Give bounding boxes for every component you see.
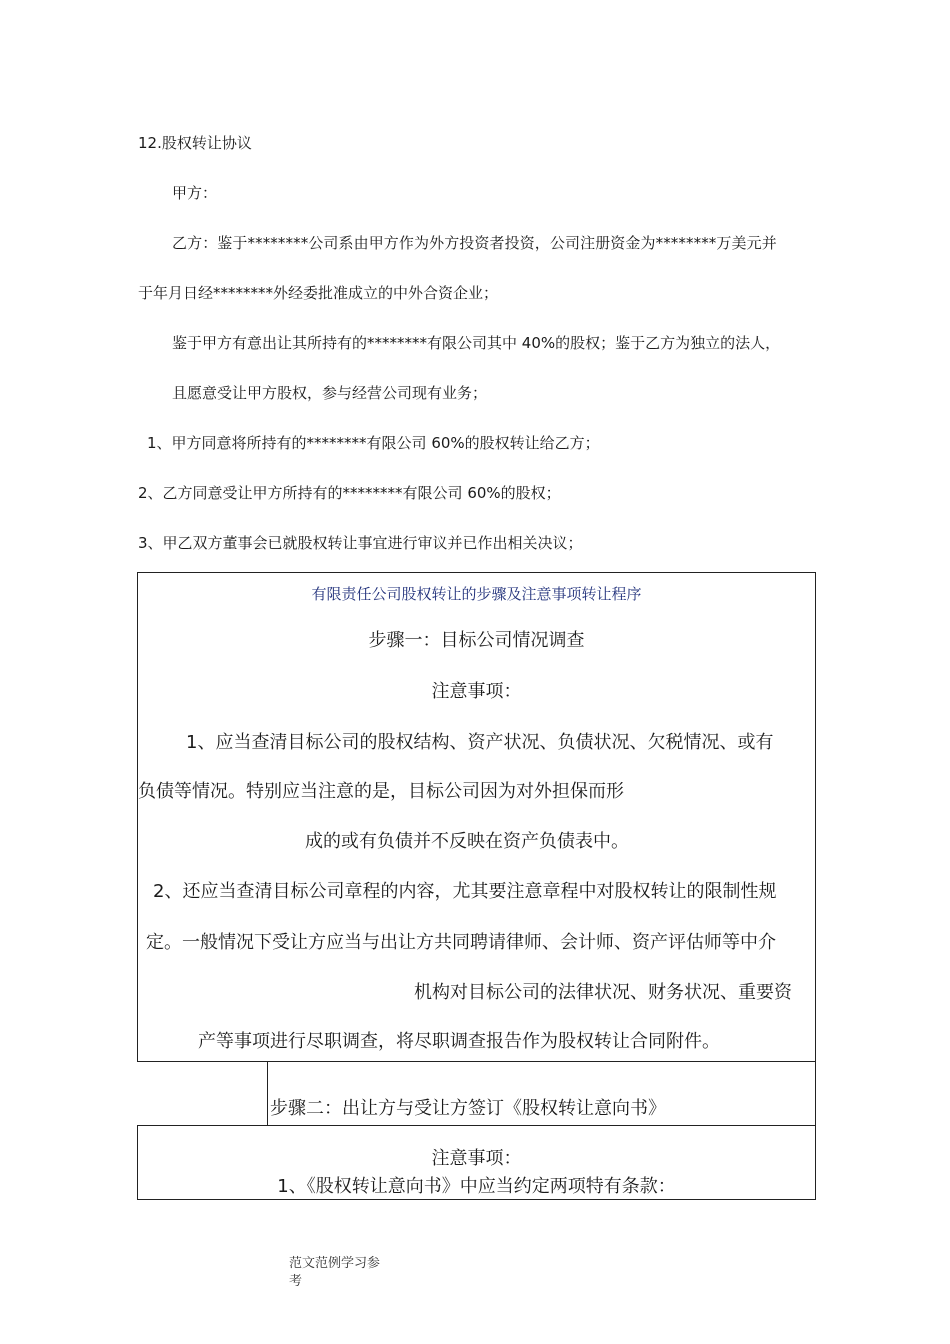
clause-item-1: 1、甲方同意将所持有的********有限公司 60%的股权转让给乙方； [147,434,600,452]
note-2-line-4: 产等事项进行尽职调查，将尽职调查报告作为股权转让合同附件。 [198,1031,720,1052]
note-1-line-3: 成的或有负债并不反映在资产负债表中。 [305,831,629,852]
step-two-row [267,1061,816,1126]
note-1-line-1: 1、应当查清目标公司的股权结构、资产状况、负债状况、欠税情况、或有 [186,732,774,753]
note-1-line-2: 负债等情况。特别应当注意的是，目标公司因为对外担保而形 [138,781,624,802]
note-2-line-1: 2、还应当查清目标公司章程的内容，尤其要注意章程中对股权转让的限制性规 [153,881,777,902]
notes-label: 注意事项： [431,681,522,702]
party-b-paragraph-line2: 于年月日经********外经委批准成立的中外合资企业； [138,284,499,302]
step-two-heading: 步骤二：出让方与受让方签订《股权转让意向书》 [270,1098,666,1119]
clause-item-2: 2、乙方同意受让甲方所持有的********有限公司 60%的股权； [138,484,561,502]
step-one-heading: 步骤一：目标公司情况调查 [368,630,585,651]
whereas-paragraph-line1: 鉴于甲方有意出让其所持有的********有限公司其中 40%的股权；鉴于乙方为独立的法人， [172,334,781,352]
note-2-line-2: 定。一般情况下受让方应当与出让方共同聘请律师、会计师、资产评估师等中介 [146,932,776,953]
procedure-table-title: 有限责任公司股权转让的步骤及注意事项转让程序 [311,585,642,603]
whereas-paragraph-line2: 且愿意受让甲方股权，参与经营公司现有业务； [172,384,488,402]
note-2-line-3: 机构对目标公司的法律状况、财务状况、重要资 [414,982,792,1003]
clause-item-3: 3、甲乙双方董事会已就股权转让事宜进行审议并已作出相关决议； [138,534,583,552]
party-b-paragraph-line1: 乙方：鉴于********公司系由甲方作为外方投资者投资，公司注册资金为********万美元并 [172,234,777,252]
procedure-table-section-3 [137,1125,816,1200]
notes-label-2: 注意事项： [431,1148,522,1169]
party-a-label: 甲方： [172,184,218,202]
footer-text-line2: 考 [289,1274,303,1289]
procedure-table-section-1 [137,572,816,1062]
footer-text-line1: 范文范例学习参 [289,1256,381,1271]
step-two-note-1: 1、《股权转让意向书》中应当约定两项特有条款： [277,1176,676,1197]
agreement-heading: 12.股权转让协议 [138,134,252,152]
